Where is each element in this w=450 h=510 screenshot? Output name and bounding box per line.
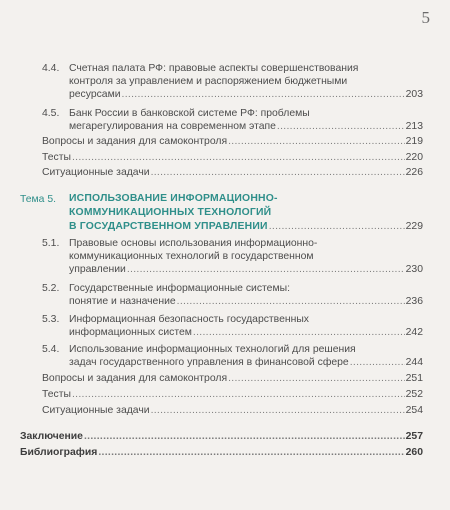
page-ref: 252 bbox=[405, 389, 423, 400]
page-ref: 260 bbox=[405, 447, 423, 458]
entry-title-line: Счетная палата РФ: правовые аспекты совершенствования bbox=[69, 63, 359, 74]
toc-entry-5-1[interactable] bbox=[69, 263, 423, 276]
toc-entry-topic-5[interactable] bbox=[69, 220, 423, 233]
topic-title-line: ИСПОЛЬЗОВАНИЕ ИНФОРМАЦИОННО- bbox=[69, 193, 278, 204]
entry-title-line: контроля за управлением и распоряжением бюджетными bbox=[69, 76, 348, 87]
page-ref: 230 bbox=[405, 264, 423, 275]
page-ref: 229 bbox=[405, 221, 423, 232]
leader-dots bbox=[84, 430, 405, 443]
leader-dots bbox=[228, 372, 405, 385]
toc-entry-conclusion[interactable] bbox=[20, 430, 423, 443]
leader-dots bbox=[177, 295, 405, 308]
topic-label: Тема 5. bbox=[20, 194, 57, 205]
entry-title-line: Правовые основы использования информационно- bbox=[69, 238, 318, 249]
leader-dots bbox=[228, 135, 405, 148]
entry-title: Заключение bbox=[20, 431, 83, 442]
leader-dots bbox=[72, 388, 405, 401]
toc-entry-5-2[interactable] bbox=[69, 295, 423, 308]
toc-entry-questions-5[interactable] bbox=[42, 372, 423, 385]
entry-title-line: управлении bbox=[69, 264, 126, 275]
toc-entry-situational-4[interactable] bbox=[42, 166, 423, 179]
toc-entry-questions-4[interactable] bbox=[42, 135, 423, 148]
page-ref: 203 bbox=[405, 89, 423, 100]
page-ref: 244 bbox=[405, 357, 423, 368]
leader-dots bbox=[127, 263, 405, 276]
toc-entry-5-4[interactable] bbox=[69, 356, 423, 369]
entry-title-line: Банк России в банковской системе РФ: проблемы bbox=[69, 108, 310, 119]
entry-title-line: Информационная безопасность государственных bbox=[69, 314, 310, 325]
entry-title-line: коммуникационных технологий в государственном bbox=[69, 251, 314, 262]
entry-title-line: Государственные информационные системы: bbox=[69, 283, 290, 294]
entry-title-line: ресурсами bbox=[69, 89, 121, 100]
leader-dots bbox=[193, 326, 405, 339]
leader-dots bbox=[269, 220, 405, 233]
entry-number: 5.1. bbox=[42, 238, 60, 249]
toc-entry-tests-4[interactable] bbox=[42, 151, 423, 164]
entry-title-line: понятие и назначение bbox=[69, 296, 176, 307]
leader-dots bbox=[98, 446, 404, 459]
page-ref: 257 bbox=[405, 431, 423, 442]
leader-dots bbox=[350, 356, 405, 369]
toc-entry-5-3[interactable] bbox=[69, 326, 423, 339]
entry-number: 5.4. bbox=[42, 344, 60, 355]
entry-number: 4.5. bbox=[42, 108, 60, 119]
topic-title-line: В ГОСУДАРСТВЕННОМ УПРАВЛЕНИИ bbox=[69, 221, 268, 232]
toc-entry-tests-5[interactable] bbox=[42, 388, 423, 401]
entry-number: 5.2. bbox=[42, 283, 60, 294]
topic-title-line: КОММУНИКАЦИОННЫХ ТЕХНОЛОГИЙ bbox=[69, 207, 272, 218]
entry-title: Ситуационные задачи bbox=[42, 405, 150, 416]
page-number: 5 bbox=[421, 8, 430, 27]
leader-dots bbox=[72, 151, 405, 164]
page-ref: 213 bbox=[405, 121, 423, 132]
entry-title: Вопросы и задания для самоконтроля bbox=[42, 136, 228, 147]
entry-title: Тесты bbox=[42, 152, 71, 163]
toc-entry-bibliography[interactable] bbox=[20, 446, 423, 459]
entry-title: Вопросы и задания для самоконтроля bbox=[42, 373, 228, 384]
entry-number: 5.3. bbox=[42, 314, 60, 325]
toc-entry-4-5[interactable] bbox=[69, 120, 423, 133]
entry-title: Тесты bbox=[42, 389, 71, 400]
toc-entry-situational-5[interactable] bbox=[42, 404, 423, 417]
leader-dots bbox=[277, 120, 405, 133]
entry-title-line: информационных систем bbox=[69, 327, 192, 338]
page-ref: 219 bbox=[405, 136, 423, 147]
entry-title-line: Использование информационных технологий для решения bbox=[69, 344, 356, 355]
leader-dots bbox=[122, 88, 405, 101]
page-ref: 251 bbox=[405, 373, 423, 384]
entry-number: 4.4. bbox=[42, 63, 60, 74]
leader-dots bbox=[151, 166, 405, 179]
leader-dots bbox=[151, 404, 405, 417]
entry-title: Библиография bbox=[20, 447, 98, 458]
entry-title: Ситуационные задачи bbox=[42, 167, 150, 178]
page-ref: 236 bbox=[405, 296, 423, 307]
entry-title-line: задач государственного управления в финансовой сфере bbox=[69, 357, 349, 368]
page-ref: 226 bbox=[405, 167, 423, 178]
page-ref: 220 bbox=[405, 152, 423, 163]
page-ref: 242 bbox=[405, 327, 423, 338]
entry-title-line: мегарегулирования на современном этапе bbox=[69, 121, 276, 132]
toc-entry-4-4[interactable] bbox=[69, 88, 423, 101]
page-ref: 254 bbox=[405, 405, 423, 416]
